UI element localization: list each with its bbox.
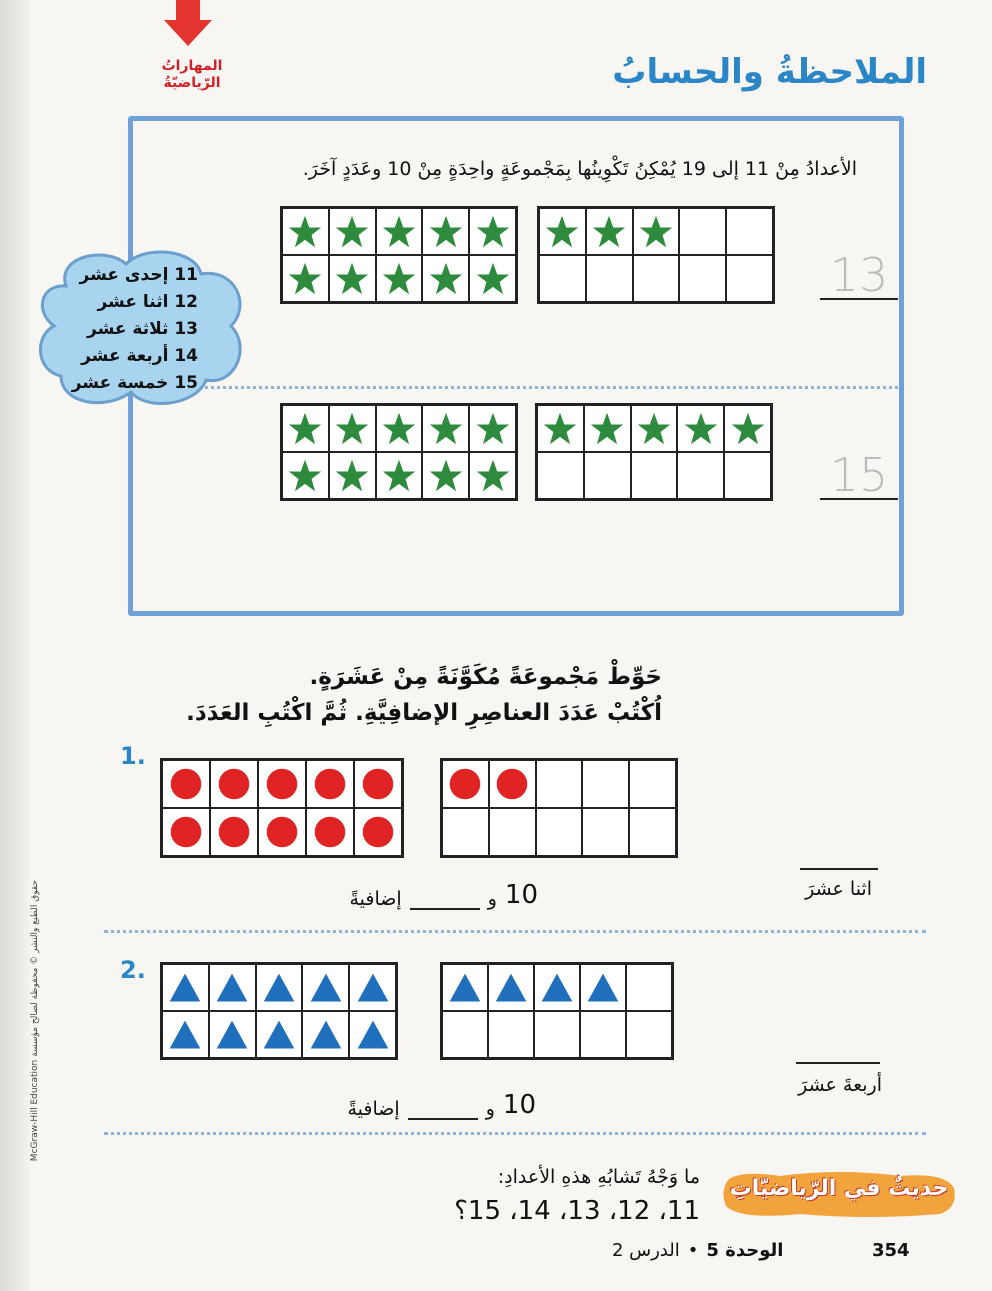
number-word: اثنا عشرَ — [805, 878, 872, 900]
and-label: و — [487, 888, 497, 910]
number-answer-line[interactable] — [796, 1062, 880, 1064]
ten-frame-cell — [209, 1011, 256, 1058]
star-icon — [542, 411, 578, 447]
star-icon — [381, 261, 417, 297]
ten-frame-cell — [534, 964, 580, 1011]
star-icon — [381, 411, 417, 447]
extra-label: إضافيةً — [349, 888, 402, 910]
ten-frame-cell — [422, 208, 469, 255]
page-spine — [0, 0, 30, 1291]
intro-text: الأعدادُ مِنْ 11 إلى 19 يُمْكِنُ تَكْوِينُها بِمَجْموعَةٍ واحِدَةٍ مِنْ 10 وعَدَدٍ آخَرَ. — [302, 158, 857, 180]
star-icon — [334, 458, 370, 494]
ten-frame-cell — [302, 1011, 349, 1058]
triangle-icon — [167, 1017, 203, 1053]
number-names-list: 11 إحدى عشر 12 اثنا عشر 13 ثلاثة عشر 14 أربعة عشر 15 خمسة عشر — [71, 265, 198, 393]
circle-icon — [264, 814, 300, 850]
ten-frame-cell — [537, 452, 584, 499]
star-icon — [428, 411, 464, 447]
ten-frame-cell — [629, 808, 676, 856]
ten-frame-cell — [536, 808, 583, 856]
ten-frame-cell — [376, 405, 423, 452]
ten-frame-full — [160, 758, 404, 858]
ten-frame-cell — [354, 760, 402, 808]
math-practices-label: المهاراتُ الرّياضيّةُ — [161, 58, 223, 91]
ten-frame-cell — [282, 255, 329, 302]
divider — [104, 1132, 926, 1135]
ten-frame-cell — [306, 760, 354, 808]
ten-frame-cell — [582, 808, 629, 856]
ten-frame-cell — [302, 964, 349, 1011]
extra-answer-blank[interactable] — [410, 908, 480, 910]
triangle-icon — [585, 970, 621, 1006]
star-icon — [428, 261, 464, 297]
question-number: 2. — [120, 956, 146, 984]
ten-frame-cell — [626, 964, 672, 1011]
ten-frame-cell — [442, 760, 489, 808]
ten-frame-full — [280, 206, 518, 304]
ten-frame-cell — [329, 208, 376, 255]
ten-frame-full — [280, 403, 518, 501]
star-icon — [334, 411, 370, 447]
ten-frame-cell — [376, 255, 423, 302]
ten-frame-cell — [376, 208, 423, 255]
ten-frame-cell — [489, 808, 536, 856]
ten-frame-cell — [258, 760, 306, 808]
circle-icon — [216, 766, 252, 802]
question-number: 1. — [120, 742, 146, 770]
star-icon — [638, 214, 674, 250]
star-icon — [591, 214, 627, 250]
star-icon — [730, 411, 766, 447]
page-title: الملاحظةُ والحسابُ — [612, 52, 927, 92]
ten-frame-extra — [535, 403, 773, 501]
triangle-icon — [261, 970, 297, 1006]
triangle-icon — [167, 970, 203, 1006]
ten-frame-cell — [726, 255, 773, 302]
answer-number: 15 — [820, 452, 898, 500]
ten-frame-cell — [586, 255, 633, 302]
ten-frame-cell — [537, 405, 584, 452]
ten-frame-cell — [629, 760, 676, 808]
ten-frame-cell — [282, 208, 329, 255]
ten-frame-cell — [539, 255, 586, 302]
circle-icon — [216, 814, 252, 850]
ten-frame-cell — [582, 760, 629, 808]
star-icon — [636, 411, 672, 447]
ten-frame-cell — [442, 808, 489, 856]
ten-frame-cell — [162, 1011, 209, 1058]
ten-label: 10 — [504, 880, 538, 910]
circle-icon — [360, 766, 396, 802]
ten-frame-cell — [539, 208, 586, 255]
answer-number: 13 — [820, 252, 898, 300]
ten-frame-cell — [724, 405, 771, 452]
circle-icon — [264, 766, 300, 802]
ten-frame-cell — [329, 452, 376, 499]
ten-frame-cell — [210, 760, 258, 808]
circle-icon — [168, 766, 204, 802]
lesson-label: الدرس 2 — [612, 1240, 680, 1261]
ten-frame-full — [160, 962, 398, 1060]
ten-frame-cell — [162, 808, 210, 856]
circle-icon — [168, 814, 204, 850]
ten-frame-cell — [633, 255, 680, 302]
triangle-icon — [214, 970, 250, 1006]
ten-frame-cell — [282, 452, 329, 499]
ten-frame-cell — [488, 1011, 534, 1058]
arrow-down-icon — [160, 0, 216, 48]
unit-lesson — [612, 1240, 783, 1261]
ten-frame-cell — [584, 405, 631, 452]
ten-frame-cell — [329, 255, 376, 302]
number-answer-line[interactable] — [800, 868, 878, 870]
ten-frame-cell — [442, 1011, 488, 1058]
ten-frame-cell — [354, 808, 402, 856]
ten-frame-cell — [258, 808, 306, 856]
divider — [104, 930, 926, 933]
ten-frame-cell — [677, 452, 724, 499]
circle-icon — [360, 814, 396, 850]
star-icon — [428, 458, 464, 494]
extra-label: إضافيةً — [347, 1098, 400, 1120]
circle-icon — [312, 814, 348, 850]
ten-frame-cell — [376, 452, 423, 499]
star-icon — [381, 214, 417, 250]
star-icon — [475, 261, 511, 297]
star-icon — [334, 214, 370, 250]
ten-frame-cell — [349, 964, 396, 1011]
ten-frame-extra — [440, 962, 674, 1060]
star-icon — [428, 214, 464, 250]
instruction-line-2: اُكْتُبْ عَدَدَ العناصِرِ الإضافِيَّةِ. ثُمَّ اكْتُبِ العَدَدَ. — [186, 700, 662, 726]
star-icon — [683, 411, 719, 447]
triangle-icon — [214, 1017, 250, 1053]
ten-frame-cell — [162, 964, 209, 1011]
ten-frame-cell — [306, 808, 354, 856]
ten-frame-cell — [580, 964, 626, 1011]
star-icon — [287, 214, 323, 250]
ten-frame-cell — [586, 208, 633, 255]
ten-frame-cell — [633, 208, 680, 255]
circle-icon — [494, 766, 530, 802]
page-number: 354 — [872, 1240, 910, 1261]
triangle-icon — [539, 970, 575, 1006]
ten-frame-cell — [256, 1011, 303, 1058]
ten-frame-cell — [488, 964, 534, 1011]
ten-frame-cell — [534, 1011, 580, 1058]
side-credit: حقوق الطبع والنشر © محفوظة لصالح مؤسسة McGraw-Hill Education — [30, 880, 40, 1162]
ten-frame-extra — [537, 206, 775, 304]
ten-frame-extra — [440, 758, 678, 858]
star-icon — [475, 411, 511, 447]
talk-math-title: حديثٌ في الرّياضيّاتِ — [729, 1176, 949, 1201]
ten-frame-cell — [580, 1011, 626, 1058]
ten-frame-cell — [536, 760, 583, 808]
unit-label: الوحدة 5 — [706, 1240, 784, 1261]
ten-frame-cell — [422, 255, 469, 302]
talk-math-question: ما وَجْهُ تَشابُهِ هذهِ الأعدادِ: 11، 12، 13، 14، 15؟ — [454, 1166, 700, 1226]
ten-frame-cell — [469, 255, 516, 302]
star-icon — [475, 214, 511, 250]
star-icon — [544, 214, 580, 250]
ten-frame-cell — [329, 405, 376, 452]
triangle-icon — [493, 970, 529, 1006]
ten-frame-cell — [256, 964, 303, 1011]
ten-frame-cell — [677, 405, 724, 452]
addition-sentence — [348, 1090, 537, 1120]
ten-frame-cell — [724, 452, 771, 499]
star-icon — [475, 458, 511, 494]
triangle-icon — [355, 1017, 391, 1053]
ten-frame-cell — [489, 760, 536, 808]
ten-frame-cell — [584, 452, 631, 499]
ten-frame-cell — [631, 405, 678, 452]
star-icon — [287, 458, 323, 494]
ten-frame-cell — [422, 405, 469, 452]
ten-label: 10 — [502, 1090, 536, 1120]
divider — [138, 386, 898, 389]
ten-frame-cell — [442, 964, 488, 1011]
star-icon — [381, 458, 417, 494]
and-label: و — [485, 1098, 495, 1120]
ten-frame-cell — [162, 760, 210, 808]
ten-frame-cell — [349, 1011, 396, 1058]
circle-icon — [447, 766, 483, 802]
ten-frame-cell — [726, 208, 773, 255]
circle-icon — [312, 766, 348, 802]
triangle-icon — [355, 970, 391, 1006]
ten-frame-cell — [209, 964, 256, 1011]
ten-frame-cell — [626, 1011, 672, 1058]
ten-frame-cell — [679, 255, 726, 302]
ten-frame-cell — [210, 808, 258, 856]
triangle-icon — [261, 1017, 297, 1053]
star-icon — [287, 411, 323, 447]
ten-frame-cell — [631, 452, 678, 499]
triangle-icon — [308, 970, 344, 1006]
triangle-icon — [308, 1017, 344, 1053]
ten-frame-cell — [422, 452, 469, 499]
ten-frame-cell — [282, 405, 329, 452]
star-icon — [287, 261, 323, 297]
ten-frame-cell — [469, 452, 516, 499]
triangle-icon — [447, 970, 483, 1006]
instruction-line-1: حَوِّطْ مَجْموعَةً مُكَوَّنَةً مِنْ عَشَرَةٍ. — [309, 664, 662, 690]
extra-answer-blank[interactable] — [408, 1118, 478, 1120]
ten-frame-cell — [679, 208, 726, 255]
star-icon — [589, 411, 625, 447]
separator-dot: • — [687, 1240, 699, 1261]
ten-frame-cell — [469, 405, 516, 452]
star-icon — [334, 261, 370, 297]
ten-frame-cell — [469, 208, 516, 255]
addition-sentence — [350, 880, 539, 910]
number-word: أربعةَ عشرَ — [798, 1074, 882, 1096]
